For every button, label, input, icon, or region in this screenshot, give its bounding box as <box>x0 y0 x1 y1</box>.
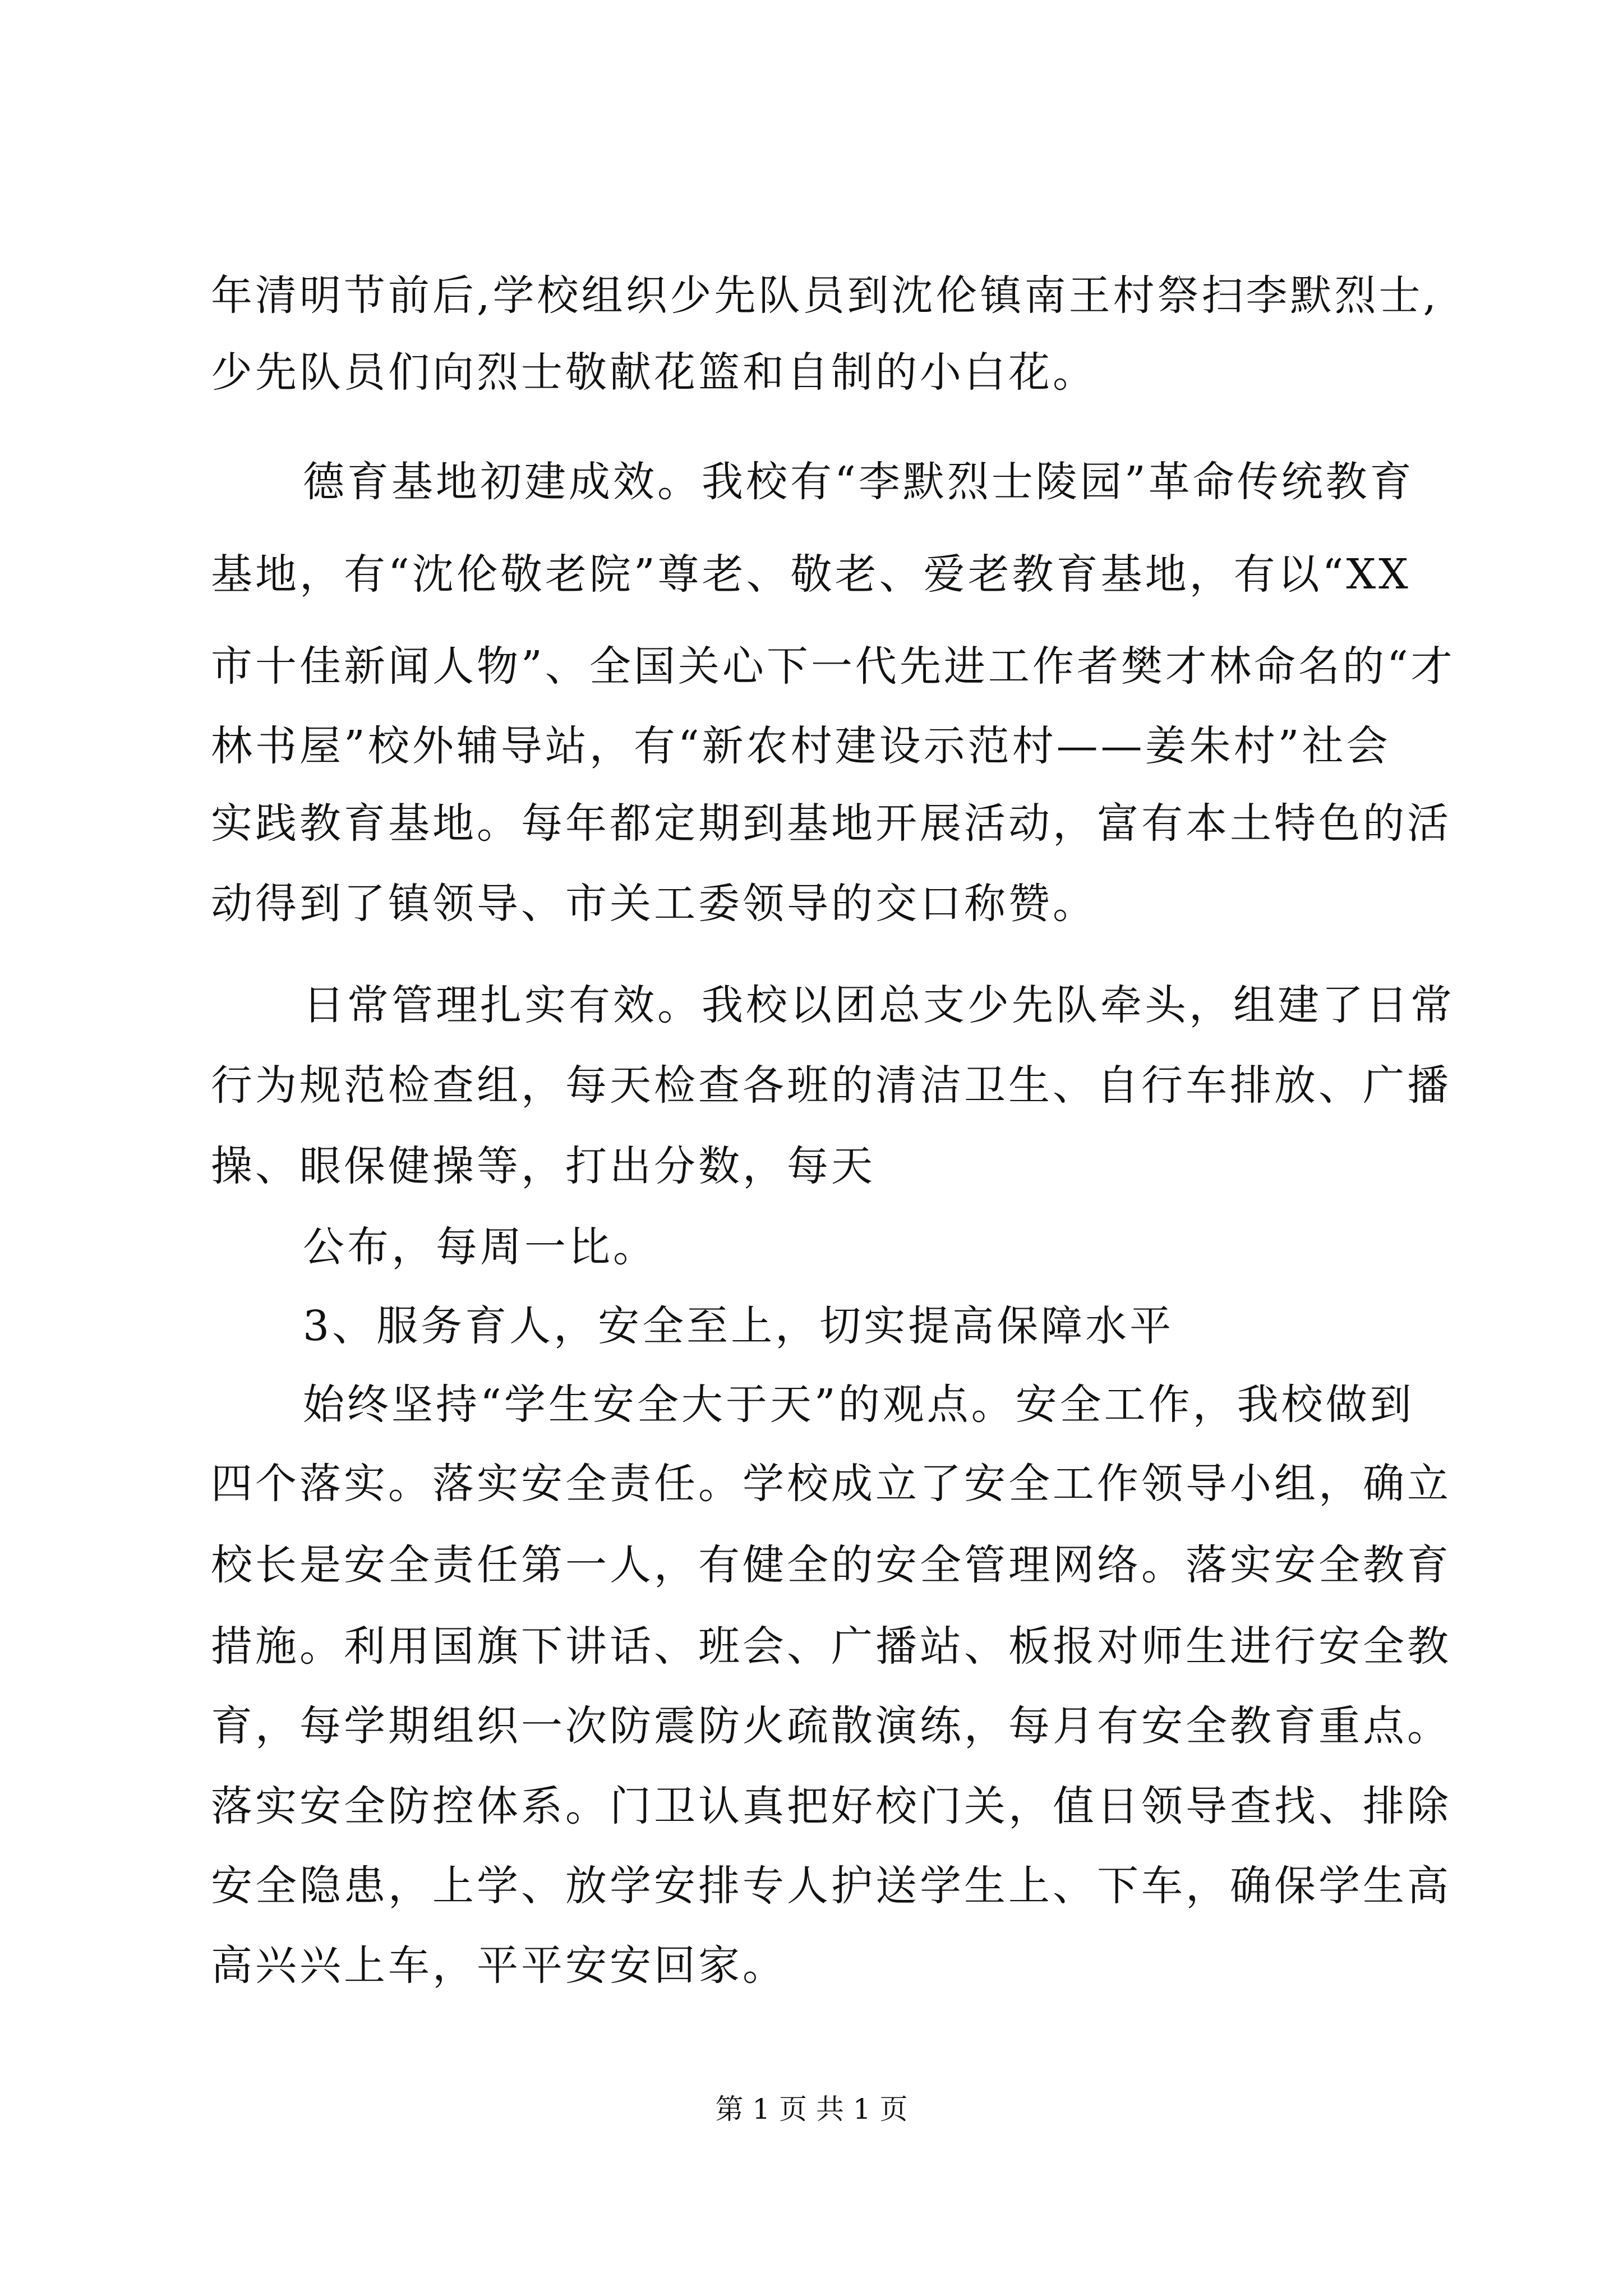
text-line: 德育基地初建成效。我校有“李默烈士陵园”革命传统教育 <box>303 458 1414 506</box>
text-line: 始终坚持“学生安全大于天”的观点。安全工作，我校做到 <box>303 1381 1414 1429</box>
text-line: 基地，有“沈伦敬老院”尊老、敬老、爱老教育基地，有以“XX <box>211 550 1411 599</box>
text-line: 育，每学期组织一次防震防火疏散演练，每月有安全教育重点。 <box>211 1702 1451 1750</box>
text-line: 落实安全防控体系。门卫认真把好校门关，值日领导查找、排除 <box>211 1782 1451 1830</box>
text-line: 公布，每周一比。 <box>303 1223 657 1271</box>
text-line: 日常管理扎实有效。我校以团总支少先队牵头，组建了日常 <box>303 981 1455 1029</box>
text-line: 操、眼保健操等，打出分数，每天 <box>211 1142 875 1190</box>
text-line: 林书屋”校外辅导站，有“新农村建设示范村——姜朱村”社会 <box>211 722 1391 770</box>
text-line: 四个落实。落实安全责任。学校成立了安全工作领导小组，确立 <box>211 1460 1451 1508</box>
text-line: 少先队员们向烈士敬献花篮和自制的小白花。 <box>211 348 1097 397</box>
text-line: 校长是安全责任第一人，有健全的安全管理网络。落实安全教育 <box>211 1541 1451 1589</box>
text-line: 行为规范检查组，每天检查各班的清洁卫生、自行车排放、广播 <box>211 1061 1451 1110</box>
text-line: 高兴兴上车，平平安安回家。 <box>211 1941 787 1990</box>
text-line: 3、服务育人，安全至上，切实提高保障水平 <box>303 1302 1174 1350</box>
text-line: 安全隐患，上学、放学安排专人护送学生上、下车，确保学生高 <box>211 1862 1451 1910</box>
page-number-footer: 第 1 页 共 1 页 <box>715 2093 908 2125</box>
text-line: 市十佳新闻人物”、全国关心下一代先进工作者樊才林命名的“才 <box>211 642 1455 691</box>
text-line: 措施。利用国旗下讲话、班会、广播站、板报对师生进行安全教 <box>211 1622 1451 1671</box>
text-line: 动得到了镇领导、市关工委领导的交口称赞。 <box>211 880 1097 928</box>
text-line: 实践教育基地。每年都定期到基地开展活动，富有本土特色的活 <box>211 799 1451 848</box>
text-line: 年清明节前后,学校组织少先队员到沈伦镇南王村祭扫李默烈士, <box>211 272 1440 320</box>
